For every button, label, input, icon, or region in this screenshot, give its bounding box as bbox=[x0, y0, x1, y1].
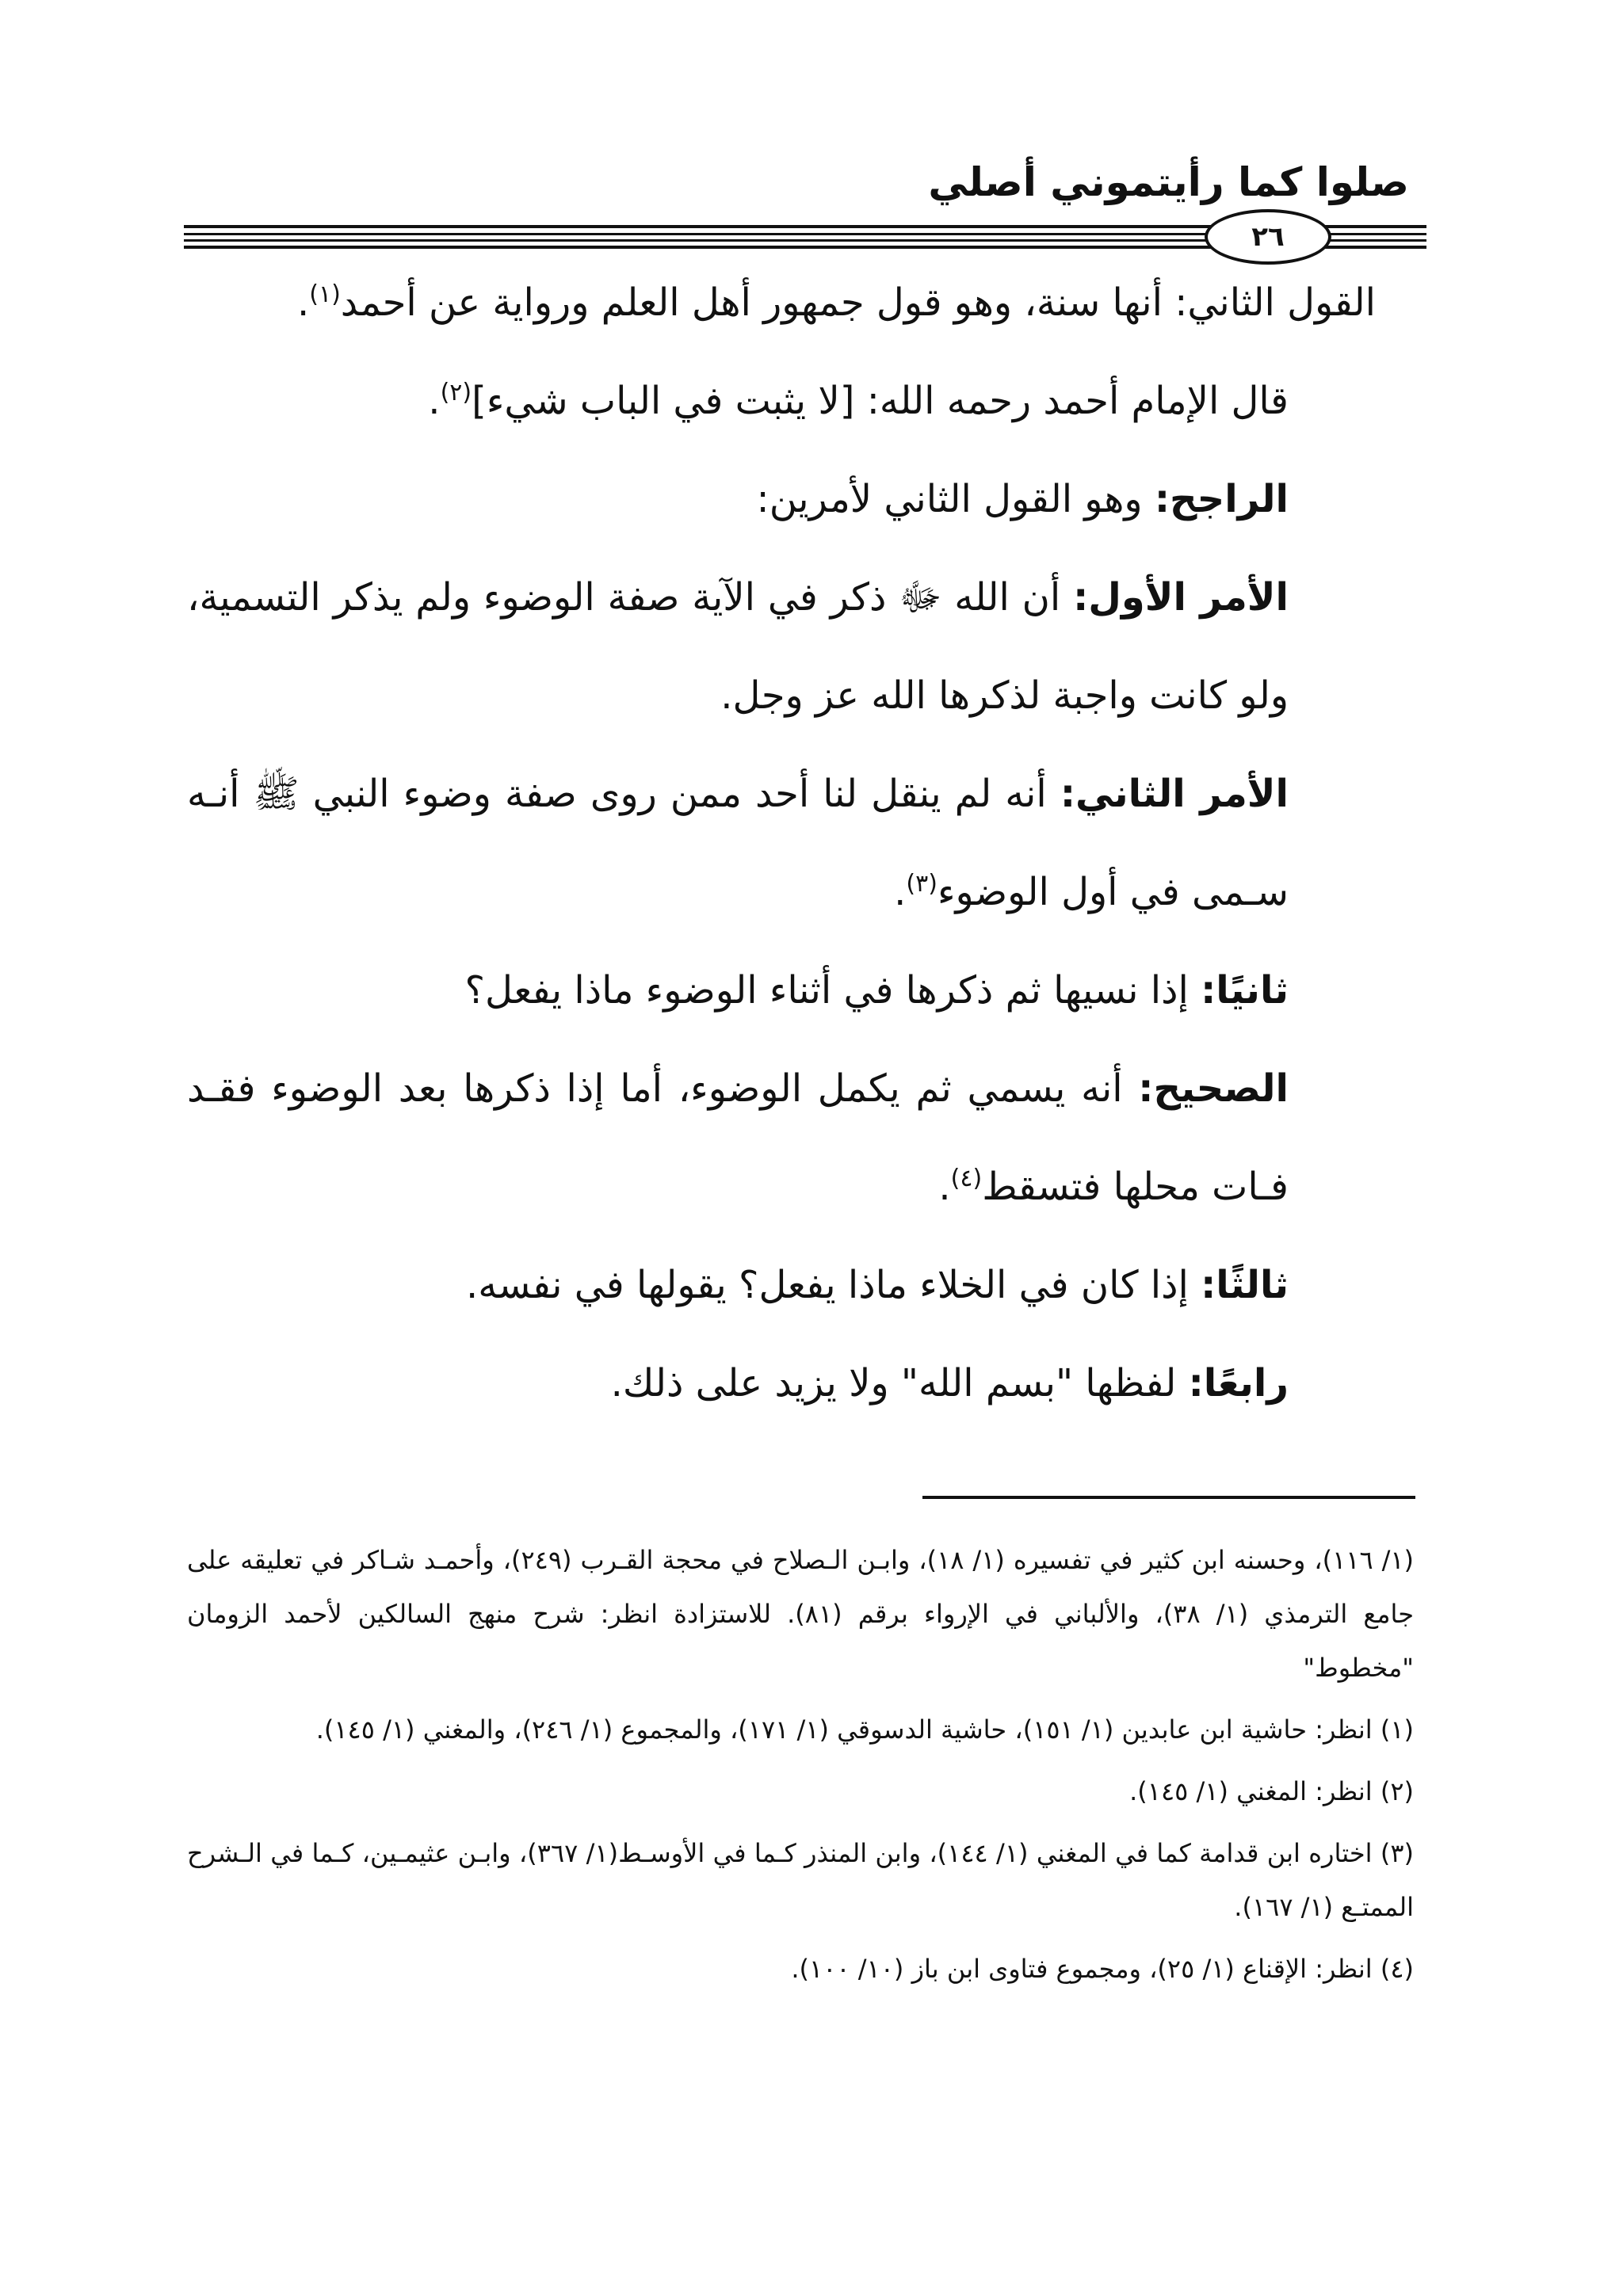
paragraph-second-matter: الأمر الثاني: أنه لم ينقل لنا أحد ممن روى صفة وضوء النبي ﷺ أنـه سـمى في أول الوضوء$^{(٣)}$. bbox=[187, 772, 1289, 914]
paragraph-lead: الراجح: bbox=[1154, 477, 1289, 521]
paragraph-lead: رابعًا: bbox=[1188, 1361, 1289, 1405]
paragraph-lead: الصحيح: bbox=[1138, 1066, 1289, 1111]
footnote-ref: (١) bbox=[309, 280, 341, 308]
footnote-ref: (٢) bbox=[440, 379, 472, 406]
footnote-3: (٣) اختاره ابن قدامة كما في المغني (١/ ١٤٤)، وابن المنذر كـما في الأوسـط(١/ ٣٦٧)، وابـن عثيمـين، كـما في الـشرح الممتـع (١/ ١٦٧). bbox=[187, 1838, 1415, 1922]
footnote-separator bbox=[922, 1496, 1415, 1499]
paragraph-fourthly: رابعًا: لفظها "بسم الله" ولا يزيد على ذلك. bbox=[610, 1361, 1289, 1405]
paragraph-lead: ثالثًا: bbox=[1201, 1263, 1289, 1307]
paragraph-secondly: ثانيًا: إذا نسيها ثم ذكرها في أثناء الوضوء ماذا يفعل؟ bbox=[464, 968, 1289, 1013]
paragraph-preponderant: الراجح: وهو القول الثاني لأمرين: bbox=[756, 477, 1289, 521]
footnote-continued: (١/ ١١٦)، وحسنه ابن كثير في تفسيره (١/ ١٨)، وابـن الـصلاح في محجة القـرب (٢٤٩)، وأحمـد شـاكر في تعليقه على جامع الترمذي (١/ ٣٨)، والألباني في الإرواء برقم (٨١). للاستزادة انظر: شرح منهج السالكين لأحمد الزومان "مخطوط" bbox=[187, 1545, 1415, 1683]
page-number: ٢٦ bbox=[1205, 209, 1331, 265]
paragraph-imam-ahmad-quote: قال الإمام أحمد رحمه الله: [لا يثبت في الباب شيء]$^{(٢)}$. bbox=[428, 379, 1289, 423]
footnote-ref: (٣) bbox=[906, 870, 938, 898]
paragraph-second-opinion: القول الثاني: أنها سنة، وهو قول جمهور أهل العلم ورواية عن أحمد$^{(١)}$. bbox=[296, 280, 1376, 325]
footnote-1: (١) انظر: حاشية ابن عابدين (١/ ١٥١)، حاشية الدسوقي (١/ ١٧١)، والمجموع (١/ ٢٤٦)، والمغني (١/ ١٤٥). bbox=[315, 1714, 1414, 1745]
footnote-4: (٤) انظر: الإقناع (١/ ٢٥)، ومجموع فتاوى ابن باز (١٠/ ١٠٠). bbox=[791, 1954, 1414, 1984]
footnote-2: (٢) انظر: المغني (١/ ١٤٥). bbox=[1129, 1776, 1414, 1806]
paragraph-correct-view: الصحيح: أنه يسمي ثم يكمل الوضوء، أما إذا ذكرها بعد الوضوء فقـد فـات محلها فتسقط$^{(٤)}$. bbox=[187, 1066, 1289, 1209]
running-header-title: صلوا كما رأيتموني أصلي bbox=[928, 159, 1409, 205]
footnotes bbox=[187, 1533, 1414, 2004]
footnote-ref: (٤) bbox=[950, 1165, 983, 1192]
paragraph-thirdly: ثالثًا: إذا كان في الخلاء ماذا يفعل؟ يقولها في نفسه. bbox=[466, 1263, 1289, 1307]
paragraph-lead: ثانيًا: bbox=[1201, 968, 1289, 1013]
paragraph-lead: الأمر الثاني: bbox=[1060, 772, 1289, 816]
paragraph-first-matter: الأمر الأول: أن الله ﷻ ذكر في الآية صفة الوضوء ولم يذكر التسمية، ولو كانت واجبة لذكرها الله عز وجل. bbox=[187, 575, 1289, 718]
paragraph-lead: الأمر الأول: bbox=[1073, 575, 1289, 620]
main-text bbox=[187, 254, 1376, 1432]
